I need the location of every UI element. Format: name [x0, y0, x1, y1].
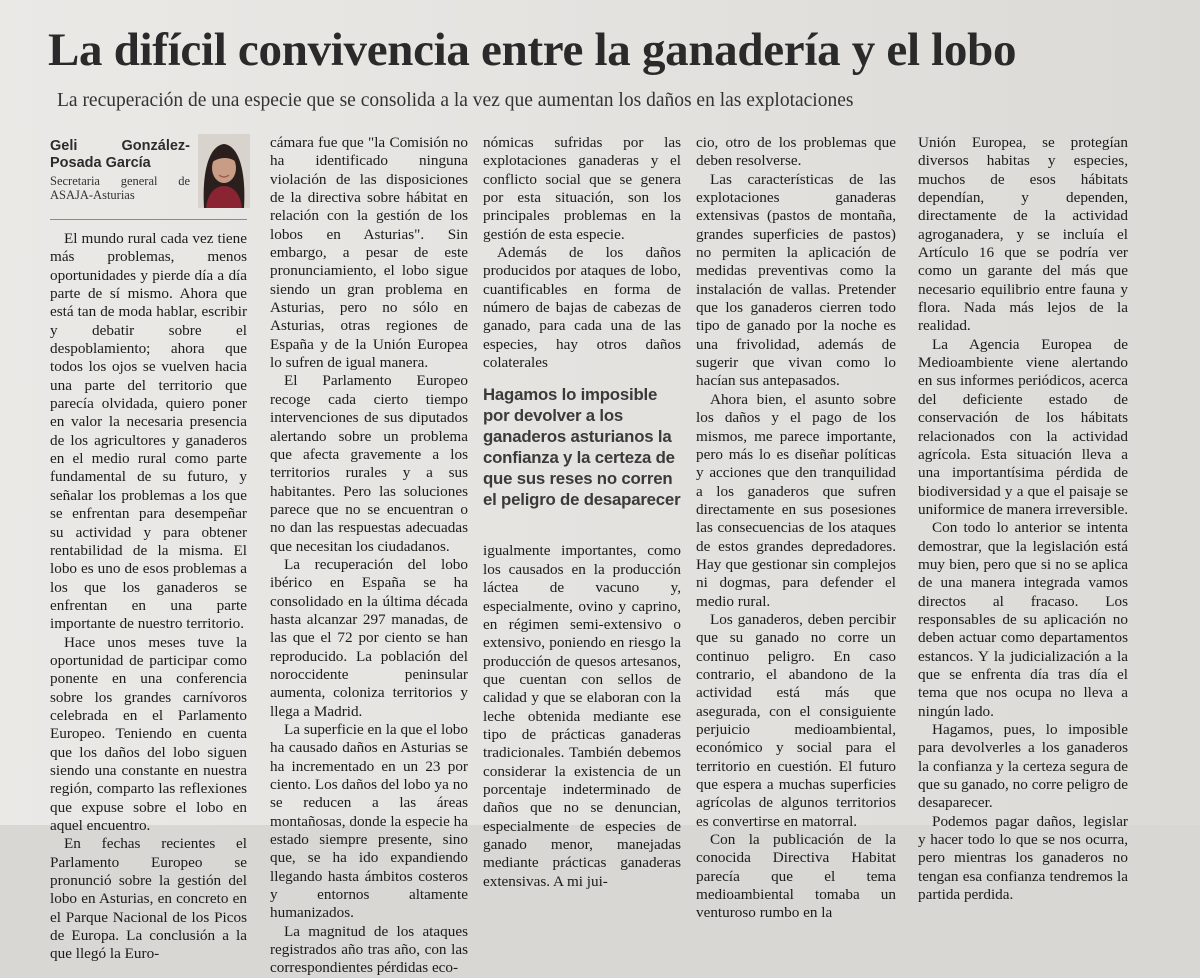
paragraph: La superficie en la que el lobo ha causado daños en Asturias se ha incrementado en un 23 por ciento. Los daños del lobo ya no se reducen a las áreas montañosas, donde la especie ha estado siempre presente, sino que, se ha ido expandiendo llegando hasta ámbitos costeros y entornos altamente humanizados.: [270, 721, 468, 922]
paragraph: Con todo lo anterior se intenta demostrar, que la legislación está muy bien, pero que si no se aplica de una manera integrada vamos directos al fracaso. Los responsables de su aplicación no deben actuar como departamentos estancos. Y la judicialización a la que se enfrenta día tras día el tema que nos ocupa no lleva a ningún lado.: [918, 519, 1128, 720]
paragraph: Además de los daños producidos por ataques de lobo, cuantificables en forma de número de bajas de cabezas de ganado, para cada una de las especies, hay otros daños colaterales: [483, 244, 681, 372]
paragraph: Hace unos meses tuve la oportunidad de participar como ponente en una conferencia sobre los grandes carnívoros celebrada en el Parlamento Europeo. Teniendo en cuenta que los daños del lobo siguen siendo una constante en nuestra región, comparto las reflexiones que expuse sobre el lobo en aquel encuentro.: [50, 633, 247, 834]
byline: [50, 134, 247, 214]
paragraph: Con la publicación de la conocida Directiva Habitat parecía que el tema medioambiental tomaba un venturoso rumbo en la: [696, 831, 896, 922]
paragraph: cio, otro de los problemas que deben resolverse.: [696, 134, 896, 170]
paragraph: La magnitud de los ataques registrados año tras año, con las correspondientes pérdidas eco-: [270, 922, 468, 977]
author-photo: [198, 134, 250, 208]
paragraph: Los ganaderos, deben percibir que su ganado no corre un continuo peligro. En caso contrario, el abandono de la actividad está más que asegurada, con el consiguiente perjuicio medioambiental, económico y social para el territorio en cuestión. El futuro que espera a muchas superficies agrícolas de algunos territorios es convertirse en matorral.: [696, 610, 896, 830]
headline: La difícil convivencia entre la ganadería y el lobo: [48, 24, 1017, 76]
paragraph: En fechas recientes el Parlamento Europeo se pronunció sobre la gestión del lobo en Asturias, en concreto en el Parque Nacional de los Picos de Europa. La conclusión a la que llegó la Euro-: [50, 835, 247, 963]
paragraph: Las características de las explotaciones ganaderas extensivas (pastos de montaña, grandes superficies de pastos) no permiten la aplicación de medidas preventivas como la instalación de vallas. Pretender que los ganaderos cierren todo tipo de ganado por la noche es una frivolidad, además de sugerir que vivan como lo hacían sus antepasados.: [696, 170, 896, 390]
paragraph: El Parlamento Europeo recoge cada cierto tiempo intervenciones de sus diputados alertando sobre un problema que afecta gravemente a los territorios rurales y a sus habitantes. Pero las soluciones parece que no se encuentran o no dan las respuestas adecuadas que necesitan los ciudadanos.: [270, 372, 468, 555]
paragraph: Hagamos, pues, lo imposible para devolverles a los ganaderos la confianza y la certeza segura de que su ganado, no corre peligro de desaparecer.: [918, 721, 1128, 812]
column-4: [696, 134, 896, 923]
paragraph: Unión Europea, se protegían diversos habitas y especies, muchos de esos hábitats dependían, y dependen, directamente de la actividad agroganadera, y se incluía el Artículo 16 que se podría ver como un garante del más que necesario equilibrio entre fauna y flora. Nada más lejos de la realidad.: [918, 134, 1128, 335]
column-1: [50, 134, 247, 964]
paragraph: igualmente importantes, como los causados en la producción láctea de vacuno y, especialmente, ovino y caprino, en régimen semi-extensivo o extensivo, poniendo en riesgo la producción de quesos artesanos, que cuentan con sellos de calidad y que se elaboran con la leche obtenida mediante ese tipo de prácticas ganaderas tradicionales. También debemos considerar la existencia de un porcentaje indeterminado de daños que no se denuncian, especialmente de especies de ganado menor, manejadas mediante prácticas ganaderas extensivas. A mi jui-: [483, 542, 681, 890]
paragraph: La Agencia Europea de Medioambiente viene alertando en sus informes periódicos, acerca del deficiente estado de conservación de los hábitats relacionados con la actividad agrícola. Esta situación lleva a una importantísima pérdida de biodiversidad y a que el paisaje se uniformice de manera irreversible.: [918, 335, 1128, 518]
author-name: Geli González-Posada García: [50, 138, 190, 171]
paragraph: Podemos pagar daños, legislar y hacer todo lo que se nos ocurra, pero mientras los ganaderos no tengan esa confianza tendremos la partida perdida.: [918, 812, 1128, 904]
paragraph: La recuperación del lobo ibérico en España se ha consolidado en la última década hasta alcanzar 297 manadas, de las que el 72 por ciento se han reproducido. La población del noroccidente peninsular aumenta, coloniza territorios y llega a Madrid.: [270, 555, 468, 720]
column-5: [918, 134, 1128, 904]
pull-quote: Hagamos lo imposible por devolver a los ganaderos asturianos la confianza y la certeza de que sus reses no corren el peligro de desaparecer: [483, 385, 681, 510]
byline-divider: [50, 219, 247, 220]
subheadline: La recuperación de una especie que se consolida a la vez que aumentan los daños en las explotaciones: [57, 90, 854, 111]
column-3: [483, 134, 681, 891]
paragraph: Ahora bien, el asunto sobre los daños y el pago de los mismos, me parece importante, pero más lo es diseñar políticas y acciones que den tranquilidad a los ganaderos que sufren directamente en sus posesiones las consecuencias de los ataques de estos grandes depredadores. Hay que gestionar sin complejos ni dogmas, para defender el medio rural.: [696, 390, 896, 610]
paragraph: El mundo rural cada vez tiene más problemas, menos oportunidades y pierde día a día parte de sí mismo. Ahora que está tan de moda hablar, escribir y debatir sobre el despoblamiento; ahora que todos los ojos se vuelven hacia una parte del territorio que parecía olvidada, quiero poner en valor la necesaria presencia de los agricultores y ganaderos en el medio rural como parte fundamental de su futuro, y señalar los problemas a los que se enfrentan para desempeñar su actividad y para obtener rentabilidad de la misma. El lobo es uno de esos problemas a los que los ganaderos se enfrentan en una parte importante de nuestro territorio.: [50, 230, 247, 633]
paragraph: cámara fue que "la Comisión no ha identificado ninguna violación de las disposiciones de la directiva sobre hábitat en relación con la gestión de los lobos en Asturias". Sin embargo, a pesar de este pronunciamiento, el lobo sigue siendo un gran problema en Asturias, pero no sólo en Asturias, otras regiones de España y de la Unión Europea lo sufren de igual manera.: [270, 134, 468, 372]
author-role: Secretaria general de ASAJA-Asturias: [50, 174, 190, 202]
column-2: [270, 134, 468, 978]
paragraph: nómicas sufridas por las explotaciones ganaderas y el conflicto social que se genera por esta situación, son los principales problemas en la gestión de esta especie.: [483, 134, 681, 243]
